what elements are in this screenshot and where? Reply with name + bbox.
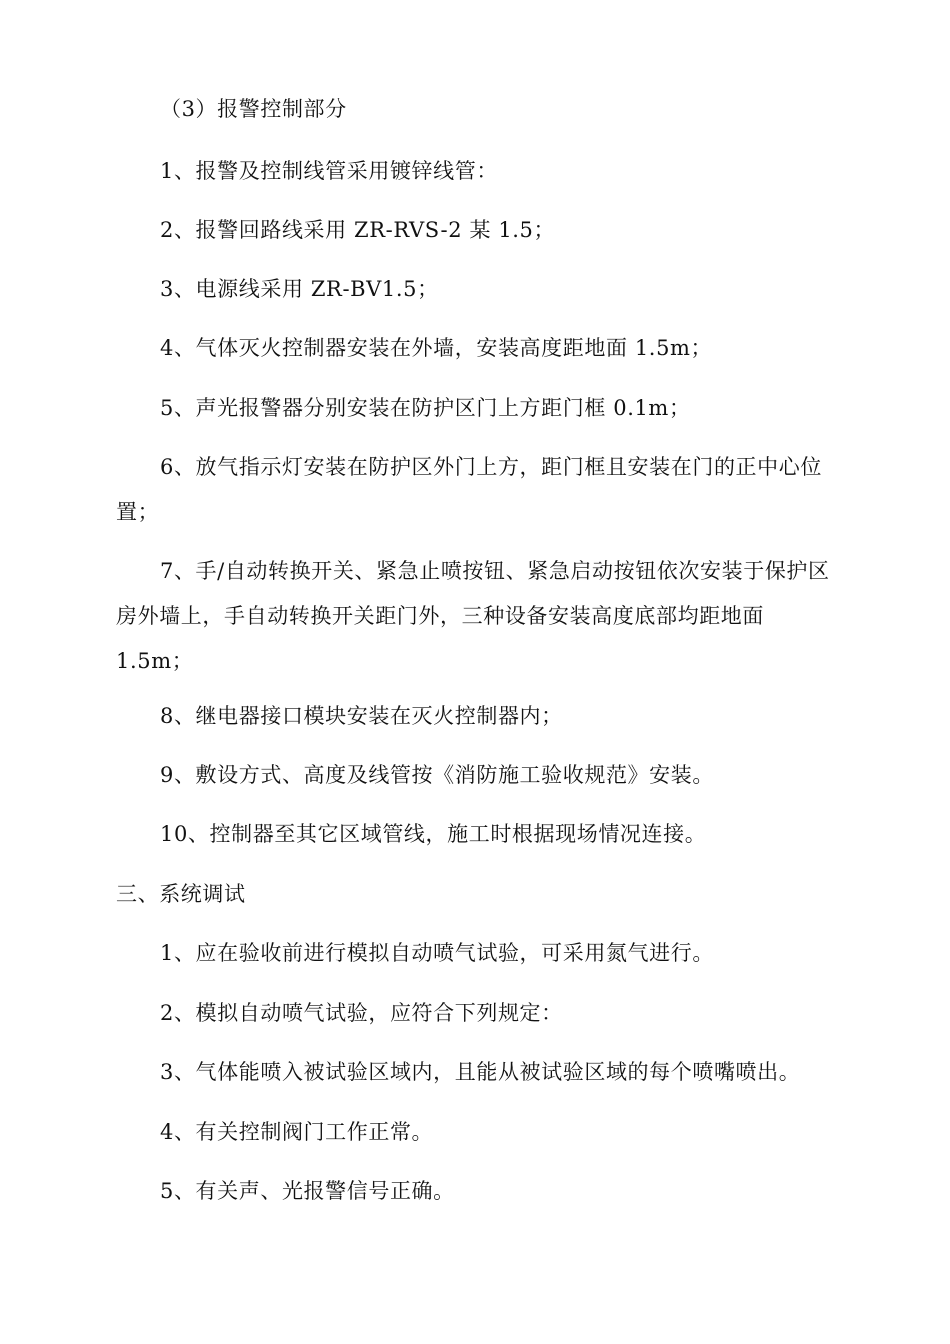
- alarm-item-1: 1、报警及控制线管采用镀锌线管：: [160, 159, 498, 183]
- alarm-item-5: 5、声光报警器分别安装在防护区门上方距门框 0.1m；: [160, 396, 691, 420]
- section-3-heading: （3）报警控制部分: [160, 97, 347, 121]
- debug-item-5: 5、有关声、光报警信号正确。: [160, 1179, 455, 1203]
- alarm-item-10: 10、控制器至其它区域管线，施工时根据现场情况连接。: [160, 822, 707, 846]
- debug-item-2: 2、模拟自动喷气试验，应符合下列规定：: [160, 1001, 563, 1025]
- alarm-item-2: 2、报警回路线采用 ZR-RVS-2 某 1.5；: [160, 218, 556, 242]
- alarm-item-6: 6、放气指示灯安装在防护区外门上方，距门框且安装在门的正中心位置；: [116, 455, 822, 524]
- debug-item-4: 4、有关控制阀门工作正常。: [160, 1120, 434, 1144]
- debug-item-1: 1、应在验收前进行模拟自动喷气试验，可采用氮气进行。: [160, 941, 714, 965]
- debug-item-3: 3、气体能喷入被试验区域内，且能从被试验区域的每个喷嘴喷出。: [160, 1060, 801, 1084]
- alarm-item-7: 7、手/自动转换开关、紧急止喷按钮、紧急启动按钮依次安装于保护区房外墙上，手自动转换开关距门外，三种设备安装高度底部均距地面 1.5m；: [116, 559, 830, 673]
- alarm-item-9: 9、敷设方式、高度及线管按《消防施工验收规范》安装。: [160, 763, 714, 787]
- chapter-3-heading: 三、系统调试: [116, 882, 246, 906]
- alarm-item-4: 4、气体灭火控制器安装在外墙，安装高度距地面 1.5m；: [160, 336, 713, 360]
- alarm-item-8: 8、继电器接口模块安装在灭火控制器内；: [160, 704, 563, 728]
- alarm-item-3: 3、电源线采用 ZR-BV1.5；: [160, 277, 439, 301]
